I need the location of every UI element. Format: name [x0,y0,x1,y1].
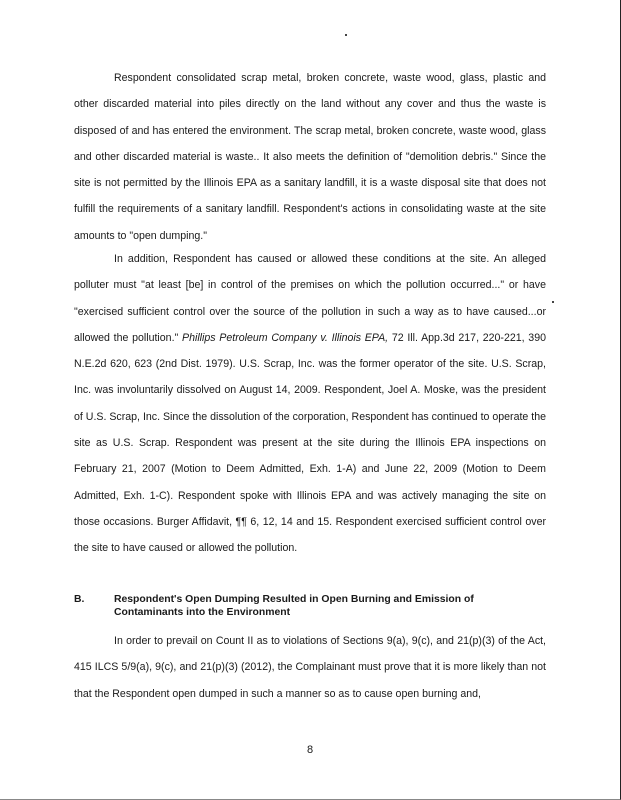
paragraph-text: In order to prevail on Count II as to violations of Sections 9(a), 9(c), and 21(p)(3) of the Act, 415 ILCS 5/9(a), 9(c), and 21(p)(3) (2012), the Complainant must prove that it is more likely than not that the Respondent open dumped in such a manner so as to cause open burning and, [74,635,546,700]
paragraph-text: 72 Ill. App.3d 217, 220-221, 390 N.E.2d 620, 623 (2nd Dist. 1979). U.S. Scrap, Inc. was the former operator of the site. U.S. Scrap, Inc. was involuntarily dissolved on August 14, 2009. Respondent, Joel A. Moske, was the president of U.S. Scrap, Inc. Since the dissolution of the corporation, Respondent has continued to operate the site as U.S. Scrap. Respondent was present at the site during the Illinois EPA inspections on February 21, 2007 (Motion to Deem Admitted, Exh. 1-A) and June 22, 2009 (Motion to Deem Admitted, Exh. 1-C). Respondent spoke with Illinois EPA and was actively managing the site on those occasions. Burger Affidavit, ¶¶ 6, 12, 14 and 15. Respondent exercised sufficient control over the site to have caused or allowed the pollution. [74,331,546,555]
scan-speck [552,301,554,303]
paragraph-open-dumping [74,65,546,249]
case-citation: Phillips Petroleum Company v. Illinois EPA, [182,331,389,344]
page-number: 8 [306,744,314,756]
section-letter: B. [74,594,85,605]
paragraph-count-two [74,628,546,707]
paragraph-caused-or-allowed [74,246,546,562]
scan-speck [345,34,347,36]
paragraph-text: In addition, Respondent has caused or allowed these conditions at the site. An alleged polluter must "at least [be] in control of the premises on which the pollution occurred..." or have "exercised sufficient control over the source of the pollution in such a way as to have caused...or allowed the pollution." [74,253,546,344]
section-title: Respondent's Open Dumping Resulted in Open Burning and Emission of Contaminants into the Environment [114,594,474,618]
paragraph-text: Respondent consolidated scrap metal, broken concrete, waste wood, glass, plastic and other discarded material into piles directly on the land without any cover and thus the waste is disposed of and has entered the environment. The scrap metal, broken concrete, waste wood, glass and other discarded material is waste.. It also meets the definition of "demolition debris." Since the site is not permitted by the Illinois EPA as a sanitary landfill, it is a waste disposal site that does not fulfill the requirements of a sanitary landfill. Respondent's actions in consolidating waste at the site amounts to "open dumping." [74,72,546,242]
